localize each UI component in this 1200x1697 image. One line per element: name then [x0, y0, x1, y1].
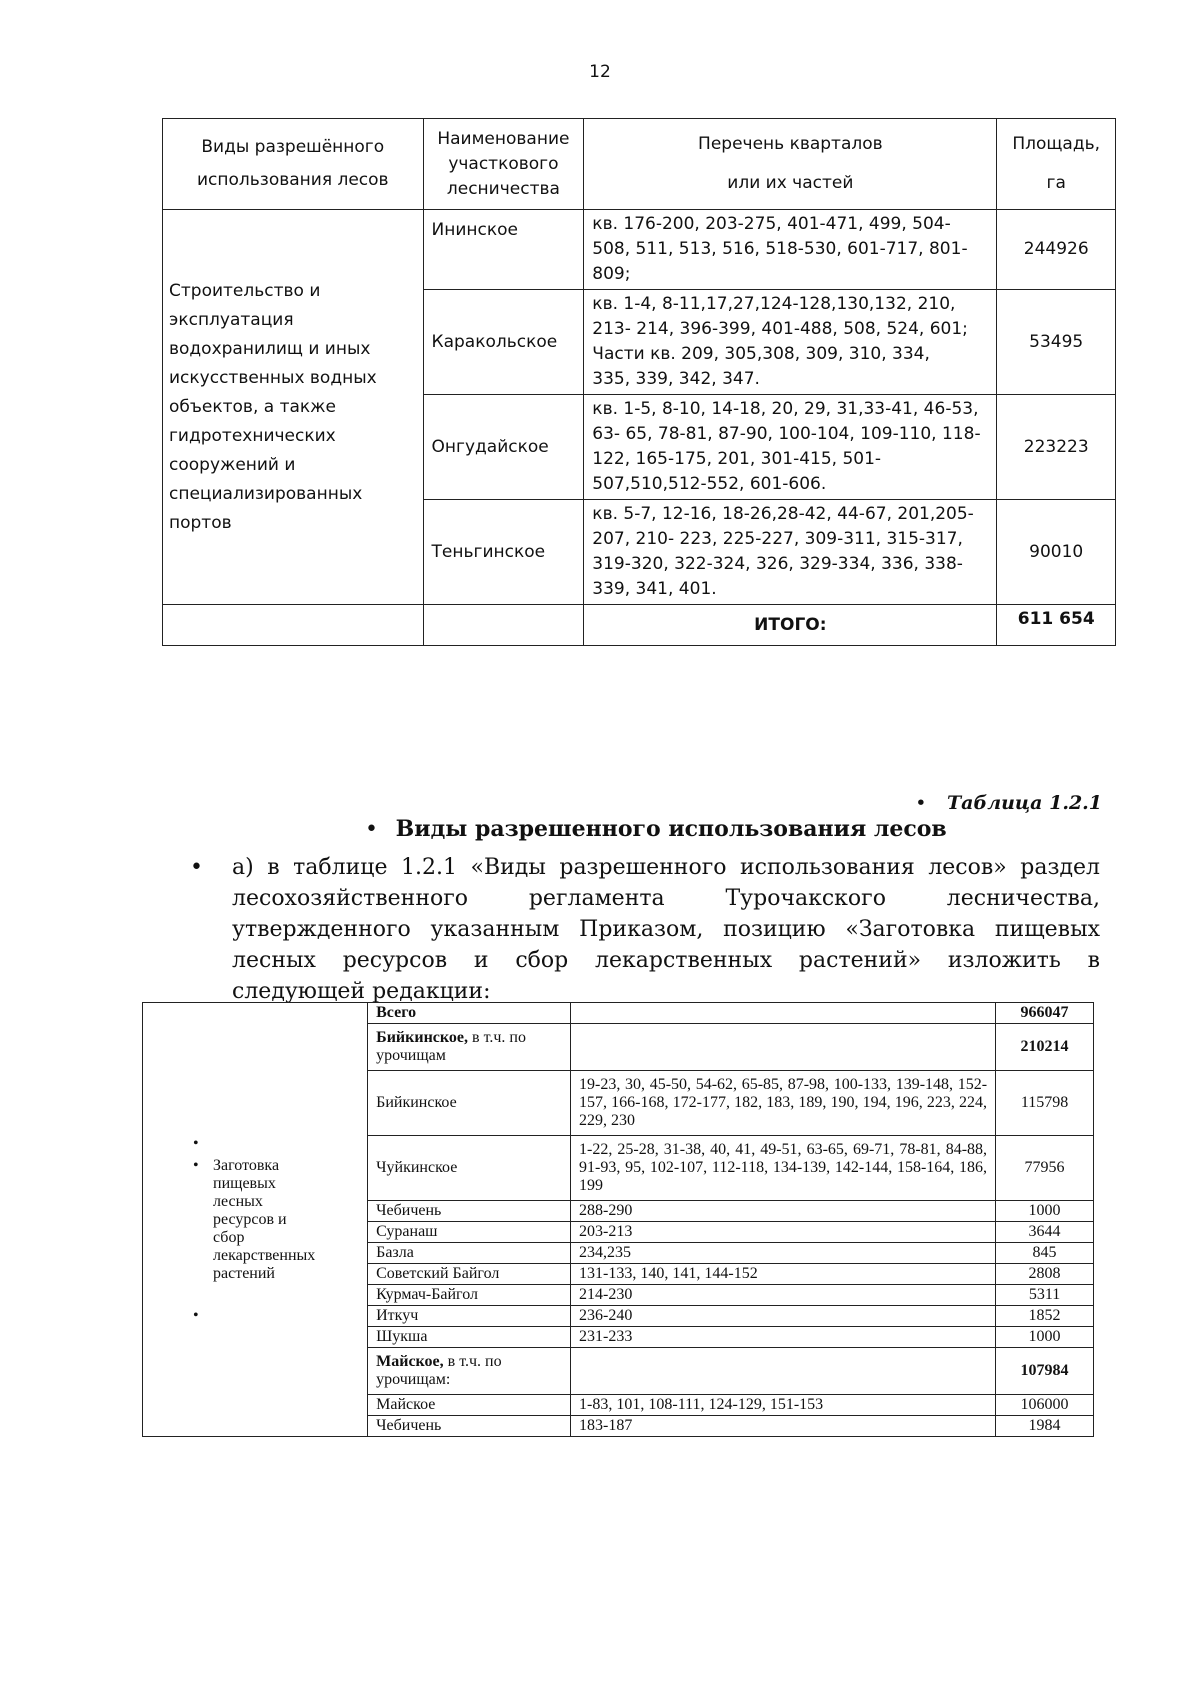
- block-list: 203-213: [571, 1222, 996, 1243]
- header-text: или их частей: [727, 173, 854, 193]
- forestry-name: Ининское: [423, 210, 584, 290]
- area-value: 2808: [996, 1264, 1094, 1285]
- area-value: 244926: [997, 210, 1116, 290]
- tract-name-bold: Майское,: [376, 1353, 444, 1370]
- area-value: 5311: [996, 1285, 1094, 1306]
- total-value: 611 654: [997, 605, 1116, 646]
- area-value: 106000: [996, 1395, 1094, 1416]
- block-list: [584, 210, 997, 290]
- use-type-line: объектов, а также: [169, 396, 336, 417]
- area-value: 223223: [997, 395, 1116, 500]
- use-type-line: портов: [169, 512, 232, 533]
- section-title-text: Виды разрешенного использования лесов: [395, 816, 947, 842]
- block-line: 507,510,512-552, 601-606.: [592, 474, 827, 494]
- block-list: 183-187: [571, 1416, 996, 1437]
- block-line: 122, 165-175, 201, 301-415, 501-: [592, 449, 882, 469]
- area-value: 845: [996, 1243, 1094, 1264]
- tract-name: Советский Байгол: [368, 1264, 571, 1285]
- block-line: 63- 65, 78-81, 87-90, 100-104, 109-110, 118-: [592, 424, 981, 444]
- header-use-type: [163, 119, 424, 210]
- area-value: 210214: [996, 1024, 1094, 1071]
- header-text: лесничества: [446, 178, 560, 199]
- header-text: га: [1046, 173, 1066, 193]
- bullet: •: [193, 1134, 199, 1152]
- use-type-line: Заготовка: [213, 1156, 280, 1174]
- table-header-row: [163, 119, 1116, 210]
- amendment-paragraph: [190, 852, 1100, 1007]
- block-list: 131-133, 140, 141, 144-152: [571, 1264, 996, 1285]
- area-value: 53495: [997, 290, 1116, 395]
- use-type-line: гидротехнических: [169, 425, 336, 446]
- header-text: Виды разрешённого: [201, 137, 385, 157]
- block-line: кв. 5-7, 12-16, 18-26,28-42, 44-67, 201,205-: [592, 504, 974, 524]
- use-type-line: сбор: [213, 1228, 245, 1246]
- block-list: 1-22, 25-28, 31-38, 40, 41, 49-51, 63-65, 69-71, 78-81, 84-88, 91-93, 95, 102-107, 112-118, 134-139, 142-144, 158-164, 186, 199: [571, 1136, 996, 1201]
- bullet: •: [193, 1156, 199, 1174]
- forestry-name: Онгудайское: [423, 395, 584, 500]
- header-text: Площадь,: [1012, 134, 1101, 154]
- area-value: 1000: [996, 1327, 1094, 1348]
- block-line: кв. 1-4, 8-11,17,27,124-128,130,132, 210,: [592, 294, 956, 314]
- total-row: [163, 605, 1116, 646]
- header-text: Наименование: [437, 128, 570, 149]
- header-text: Перечень кварталов: [698, 134, 883, 154]
- bullet: •: [365, 817, 378, 842]
- table-label: [915, 792, 1102, 814]
- bullet: •: [190, 855, 203, 880]
- tract-name: [368, 1348, 571, 1395]
- use-type-line: лекарственных: [213, 1246, 316, 1264]
- tract-name-suffix: в т.ч. по урочищам: [376, 1029, 526, 1064]
- block-list: 1-83, 101, 108-111, 124-129, 151-153: [571, 1395, 996, 1416]
- tract-name: Чебичень: [368, 1201, 571, 1222]
- tract-name-bold: Бийкинское,: [376, 1029, 469, 1046]
- forest-use-table-1: [162, 118, 1116, 646]
- empty-cell: [163, 605, 424, 646]
- area-value: 1852: [996, 1306, 1094, 1327]
- table-row: [143, 1003, 1094, 1024]
- use-type-lines: [213, 1157, 359, 1283]
- block-line: 809;: [592, 264, 631, 284]
- forestry-name: Каракольское: [423, 290, 584, 395]
- block-list: [584, 290, 997, 395]
- table-row: [163, 210, 1116, 290]
- block-line: кв. 1-5, 8-10, 14-18, 20, 29, 31,33-41, 46-53,: [592, 399, 979, 419]
- block-list: [584, 500, 997, 605]
- page-number: 12: [589, 62, 611, 82]
- table-body: [143, 1003, 1094, 1437]
- use-type-line: сооружений и: [169, 454, 296, 475]
- block-list: [571, 1024, 996, 1071]
- block-list: 19-23, 30, 45-50, 54-62, 65-85, 87-98, 100-133, 139-148, 152-157, 166-168, 172-177, 182, 183, 189, 190, 194, 196, 223, 224, 229, 230: [571, 1071, 996, 1136]
- block-list: [571, 1003, 996, 1024]
- use-type-line: искусственных водных: [169, 367, 377, 388]
- area-value: 115798: [996, 1071, 1094, 1136]
- tract-name: Чебичень: [368, 1416, 571, 1437]
- use-type-line: специализированных: [169, 483, 363, 504]
- tract-name: Суранаш: [368, 1222, 571, 1243]
- tract-name: Базла: [368, 1243, 571, 1264]
- tract-name: Шукша: [368, 1327, 571, 1348]
- area-value: 107984: [996, 1348, 1094, 1395]
- use-type-line: Строительство и: [169, 280, 321, 301]
- tract-name: Иткуч: [368, 1306, 571, 1327]
- block-list: 234,235: [571, 1243, 996, 1264]
- block-list: 231-233: [571, 1327, 996, 1348]
- use-type-line: ресурсов и: [213, 1210, 287, 1228]
- empty-cell: [423, 605, 584, 646]
- tract-name: Курмач-Байгол: [368, 1285, 571, 1306]
- total-label: ИТОГО:: [584, 605, 997, 646]
- use-type-block: [151, 1134, 359, 1324]
- block-line: 508, 511, 513, 516, 518-530, 601-717, 801-: [592, 239, 968, 259]
- section-title: [365, 816, 947, 842]
- area-value: 3644: [996, 1222, 1094, 1243]
- header-area: [997, 119, 1116, 210]
- tract-name: Всего: [368, 1003, 571, 1024]
- tract-name: Майское: [368, 1395, 571, 1416]
- block-list: 214-230: [571, 1285, 996, 1306]
- header-text: участкового: [448, 153, 559, 174]
- paragraph-text: а) в таблице 1.2.1 «Виды разрешенного использования лесов» раздел лесохозяйственного регламента Турочакского лесничества, утвержденного указанным Приказом, позицию «Заготовка пищевых лесных ресурсов и сбор лекарственных растений» изложить в следующей редакции:: [232, 855, 1100, 1004]
- block-line: 207, 210- 223, 225-227, 309-311, 315-317,: [592, 529, 963, 549]
- block-line: 319-320, 322-324, 326, 329-334, 336, 338-: [592, 554, 963, 574]
- table-label-text: Таблица 1.2.1: [947, 792, 1102, 814]
- area-value: 1000: [996, 1201, 1094, 1222]
- tract-name: [368, 1024, 571, 1071]
- block-line: 213- 214, 396-399, 401-488, 508, 524, 601;: [592, 319, 968, 339]
- block-line: 339, 341, 401.: [592, 579, 717, 599]
- block-list: 236-240: [571, 1306, 996, 1327]
- area-value: 966047: [996, 1003, 1094, 1024]
- area-value: 1984: [996, 1416, 1094, 1437]
- use-type-cell: [143, 1003, 368, 1437]
- bullet: •: [915, 792, 927, 814]
- area-value: 77956: [996, 1136, 1094, 1201]
- forest-use-table-2: [142, 1002, 1094, 1437]
- use-type-line: водохранилищ и иных: [169, 338, 371, 359]
- header-text: использования лесов: [196, 170, 389, 190]
- forestry-name: Теньгинское: [423, 500, 584, 605]
- use-type-line: лесных: [213, 1192, 263, 1210]
- tract-name: Чуйкинское: [368, 1136, 571, 1201]
- block-line: кв. 176-200, 203-275, 401-471, 499, 504-: [592, 214, 951, 234]
- block-list: [584, 395, 997, 500]
- header-blocks: [584, 119, 997, 210]
- block-line: 335, 339, 342, 347.: [592, 369, 760, 389]
- bullet: •: [193, 1306, 199, 1324]
- area-value: 90010: [997, 500, 1116, 605]
- use-type-line: пищевых: [213, 1174, 276, 1192]
- use-type-cell: [163, 210, 424, 605]
- use-type-line: эксплуатация: [169, 309, 294, 330]
- header-forestry: [423, 119, 584, 210]
- block-list: 288-290: [571, 1201, 996, 1222]
- tract-name: Бийкинское: [368, 1071, 571, 1136]
- use-type-line: растений: [213, 1264, 275, 1282]
- block-line: Части кв. 209, 305,308, 309, 310, 334,: [592, 344, 930, 364]
- tract-name-suffix: в т.ч. по урочищам:: [376, 1353, 502, 1388]
- block-list: [571, 1348, 996, 1395]
